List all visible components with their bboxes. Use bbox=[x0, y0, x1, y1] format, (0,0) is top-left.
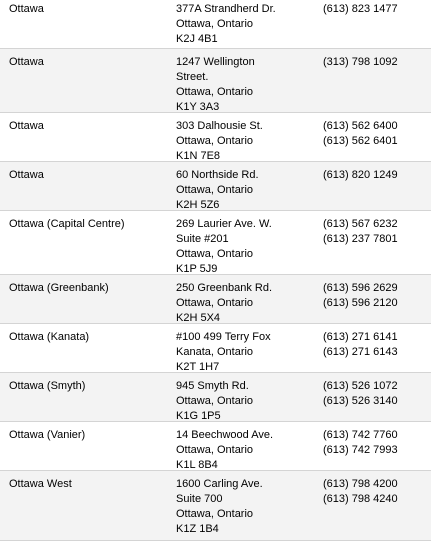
address-line: Ottawa, Ontario bbox=[176, 135, 254, 147]
phone-number: (613) 596 2629 bbox=[323, 282, 398, 294]
location-phones bbox=[316, 471, 431, 540]
phone-number: (613) 271 6141 bbox=[323, 331, 398, 343]
address-line: 945 Smyth Rd. bbox=[176, 380, 249, 392]
address-line: Ottawa, Ontario bbox=[176, 508, 254, 520]
address-line: Ottawa, Ontario bbox=[176, 444, 254, 456]
location-city: Ottawa bbox=[9, 120, 44, 132]
address-line: K1Y 3A3 bbox=[176, 101, 220, 113]
address-line: #100 499 Terry Fox bbox=[176, 331, 271, 343]
location-phones bbox=[316, 373, 431, 421]
location-address bbox=[168, 113, 316, 161]
location-phones bbox=[316, 211, 431, 274]
phone-number: (613) 798 4240 bbox=[323, 493, 398, 505]
location-city: Ottawa West bbox=[9, 478, 72, 490]
location-address bbox=[168, 324, 316, 372]
location-address bbox=[168, 49, 316, 112]
address-line: K2J 4B1 bbox=[176, 33, 218, 45]
location-city: Ottawa (Greenbank) bbox=[9, 282, 109, 294]
address-line: 60 Northside Rd. bbox=[176, 169, 259, 181]
address-line: 1600 Carling Ave. bbox=[176, 478, 263, 490]
table-row bbox=[0, 422, 431, 471]
table-row bbox=[0, 471, 431, 541]
address-line: 250 Greenbank Rd. bbox=[176, 282, 273, 294]
location-phones bbox=[316, 422, 431, 470]
address-line: K1N 7E8 bbox=[176, 150, 221, 162]
location-address bbox=[168, 373, 316, 421]
phone-number: (613) 596 2120 bbox=[323, 297, 398, 309]
location-phones bbox=[316, 49, 431, 112]
location-city: Ottawa bbox=[9, 56, 44, 68]
phone-number: (613) 271 6143 bbox=[323, 346, 398, 358]
address-line: Ottawa, Ontario bbox=[176, 395, 254, 407]
table-row bbox=[0, 162, 431, 211]
location-city: Ottawa (Kanata) bbox=[9, 331, 90, 343]
address-line: Ottawa, Ontario bbox=[176, 248, 254, 260]
table-row bbox=[0, 49, 431, 113]
address-line: K1L 8B4 bbox=[176, 459, 218, 471]
address-line: 303 Dalhousie St. bbox=[176, 120, 263, 132]
address-line: Suite #201 bbox=[176, 233, 229, 245]
address-line: Kanata, Ontario bbox=[176, 346, 254, 358]
address-line: 377A Strandherd Dr. bbox=[176, 3, 276, 15]
phone-number: (613) 562 6401 bbox=[323, 135, 398, 147]
location-address bbox=[168, 471, 316, 540]
location-city: Ottawa (Smyth) bbox=[9, 380, 86, 392]
address-line: K2H 5X4 bbox=[176, 312, 221, 324]
address-line: Ottawa, Ontario bbox=[176, 86, 254, 98]
phone-number: (613) 526 1072 bbox=[323, 380, 398, 392]
address-line: 14 Beechwood Ave. bbox=[176, 429, 274, 441]
phone-number: (613) 526 3140 bbox=[323, 395, 398, 407]
address-line: Ottawa, Ontario bbox=[176, 18, 254, 30]
table-row bbox=[0, 275, 431, 324]
address-line: Ottawa, Ontario bbox=[176, 297, 254, 309]
table-row bbox=[0, 0, 431, 49]
address-line: K2H 5Z6 bbox=[176, 199, 220, 211]
location-address bbox=[168, 211, 316, 274]
address-line: 269 Laurier Ave. W. bbox=[176, 218, 272, 230]
phone-number: (613) 820 1249 bbox=[323, 169, 398, 181]
phone-number: (613) 742 7993 bbox=[323, 444, 398, 456]
address-line: K1G 1P5 bbox=[176, 410, 221, 422]
address-line: 1247 Wellington bbox=[176, 56, 255, 68]
location-address bbox=[168, 422, 316, 470]
address-line: K1P 5J9 bbox=[176, 263, 218, 275]
address-line: K2T 1H7 bbox=[176, 361, 220, 373]
table-row bbox=[0, 324, 431, 373]
location-address bbox=[168, 275, 316, 323]
table-row bbox=[0, 211, 431, 275]
location-phones bbox=[316, 162, 431, 210]
address-line: Suite 700 bbox=[176, 493, 223, 505]
location-city: Ottawa (Vanier) bbox=[9, 429, 86, 441]
address-line: K1Z 1B4 bbox=[176, 523, 219, 535]
phone-number: (613) 237 7801 bbox=[323, 233, 398, 245]
phone-number: (613) 562 6400 bbox=[323, 120, 398, 132]
location-city: Ottawa bbox=[9, 169, 44, 181]
address-line: Street. bbox=[176, 71, 209, 83]
table-row bbox=[0, 113, 431, 162]
table-row bbox=[0, 373, 431, 422]
location-address bbox=[168, 162, 316, 210]
location-phones bbox=[316, 275, 431, 323]
location-city: Ottawa (Capital Centre) bbox=[9, 218, 125, 230]
location-phones bbox=[316, 0, 431, 48]
phone-number: (313) 798 1092 bbox=[323, 56, 398, 68]
location-address bbox=[168, 0, 316, 48]
address-line: Ottawa, Ontario bbox=[176, 184, 254, 196]
location-city: Ottawa bbox=[9, 3, 44, 15]
phone-number: (613) 742 7760 bbox=[323, 429, 398, 441]
phone-number: (613) 567 6232 bbox=[323, 218, 398, 230]
phone-number: (613) 798 4200 bbox=[323, 478, 398, 490]
location-phones bbox=[316, 324, 431, 372]
location-phones bbox=[316, 113, 431, 161]
phone-number: (613) 823 1477 bbox=[323, 3, 398, 15]
